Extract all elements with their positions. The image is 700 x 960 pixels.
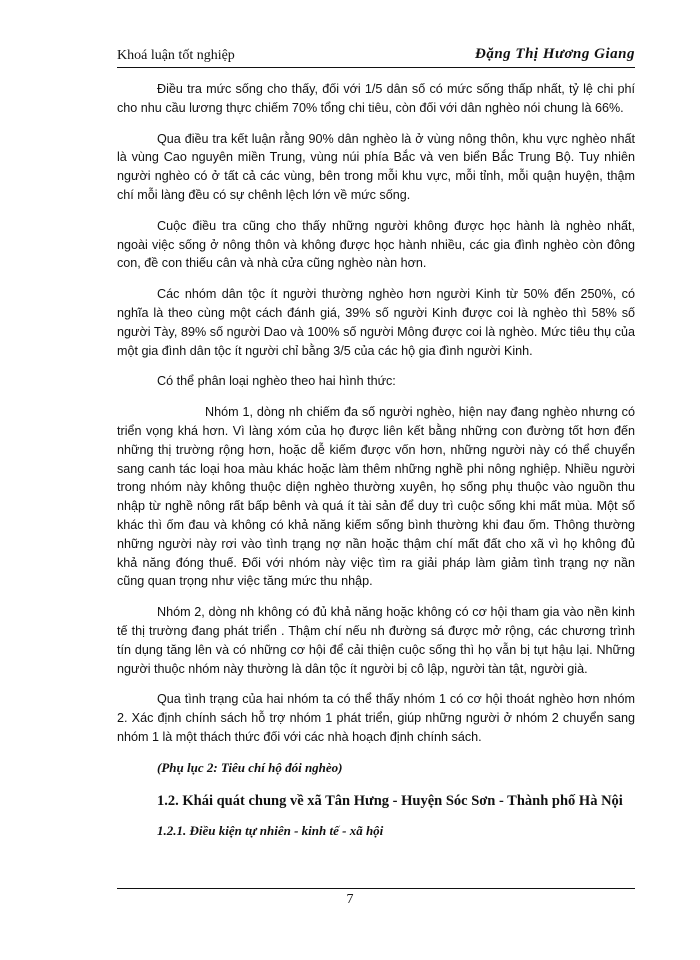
paragraph-5: Có thể phân loại nghèo theo hai hình thức:: [157, 374, 396, 389]
header-title: Khoá luận tốt nghiệp: [117, 48, 235, 63]
paragraph-3: Cuộc điều tra cũng cho thấy những người không được học hành là nghèo nhất, ngoài việc sống ở nông thôn và không được học hành nhiều, các gia đình nghèo còn đông con, đề con thiếu cân và nhà cửa cũng nghèo nàn hơn.: [117, 218, 635, 271]
paragraph-6: Nhóm 1, dòng nh chiếm đa số người nghèo, hiện nay đang nghèo nhưng có triển vọng khá hơn. Vì làng xóm của họ được liên kết bằng những con đường tốt hơn đến những thị trường rộng hơn, hoặc dễ kiếm được vốn hơn, những người này có thể chuyển sang canh tác loại hoa màu khác hoặc làm thêm những nghề phi nông nghiệp. Nhiều người trong nhóm này không thuộc diện nghèo thường xuyên, họ sống phụ thuộc vào nguồn thu nhập từ nghề nông rất bấp bênh và quá ít tài sản để duy trì cuộc sống khi mất mùa. Một số khác thì ốm đau và không có khả năng kiếm sống bình thường khi đau ốm. Thông thường những người này rơi vào tình trạng nợ nần hoặc thậm chí mất đất cho xã vì họ không đủ khả năng đóng thuế. Đối với nhóm này việc tìm ra giải pháp làm giảm tình trạng nợ nần cũng quan trọng như việc tăng mức thu nhập.: [117, 405, 635, 589]
header-rule: [117, 67, 635, 68]
section-heading: 1.2. Khái quát chung về xã Tân Hưng - Huyện Sóc Sơn - Thành phố Hà Nội: [157, 792, 623, 809]
paragraph-1: Điều tra mức sống cho thấy, đối với 1/5 dân số có mức sống thấp nhất, tỷ lệ chi phí cho nhu cầu lương thực chiếm 70% tổng chi tiêu, còn đối với dân nghèo nói chung là 66%.: [117, 82, 635, 115]
footer-rule: [117, 888, 635, 889]
page-number: 7: [346, 892, 354, 907]
subsection-heading: 1.2.1. Điều kiện tự nhiên - kinh tế - xã hội: [157, 822, 384, 838]
paragraph-2: Qua điều tra kết luận rằng 90% dân nghèo là ở vùng nông thôn, khu vực nghèo nhất là vùng Cao nguyên miền Trung, vùng núi phía Bắc và ven biển Bắc Trung Bộ. Tuy nhiên người nghèo có ở tất cả các vùng, bên trong mỗi khu vực, mỗi tỉnh, mỗi quận huyện, thậm chí mỗi làng đều có sự chênh lệch lớn về mức sống.: [117, 131, 635, 202]
paragraph-7: Nhóm 2, dòng nh không có đủ khả năng hoặc không có cơ hội tham gia vào nền kinh tế thị trường đang phát triển . Thậm chí nếu nh đường sá được mở rộng, các chương trình tín dụng tăng lên và có những cơ hội để cải thiện cuộc sống thì họ vẫn bị tụt hậu lại. Những người thuộc nhóm này thường là dân tộc ít người bị cô lập, người tàn tật, người già.: [117, 605, 635, 676]
header-author: Đặng Thị Hương Giang: [475, 46, 635, 62]
page-header: [117, 46, 635, 68]
paragraph-4: Các nhóm dân tộc ít người thường nghèo hơn người Kinh từ 50% đến 250%, có nghĩa là theo cùng một cách đánh giá, 39% số người Kinh được coi là nghèo thì 58% số người Tày, 89% số người Dao và 100% số người Mông được coi là nghèo. Mức tiêu thụ của một gia đình dân tộc ít người chỉ bằng 3/5 của các hộ gia đình người Kinh.: [117, 287, 635, 358]
paragraph-8: Qua tình trạng của hai nhóm ta có thể thấy nhóm 1 có cơ hội thoát nghèo hơn nhóm 2. Xác định chính sách hỗ trợ nhóm 1 phát triển, giúp những người ở nhóm 2 chuyển sang nhóm 1 là một thách thức đối với các nhà hoạch định chính sách.: [117, 692, 635, 744]
body-text: [117, 80, 635, 852]
appendix-note: (Phụ lục 2: Tiêu chí hộ đói nghèo): [157, 759, 343, 775]
